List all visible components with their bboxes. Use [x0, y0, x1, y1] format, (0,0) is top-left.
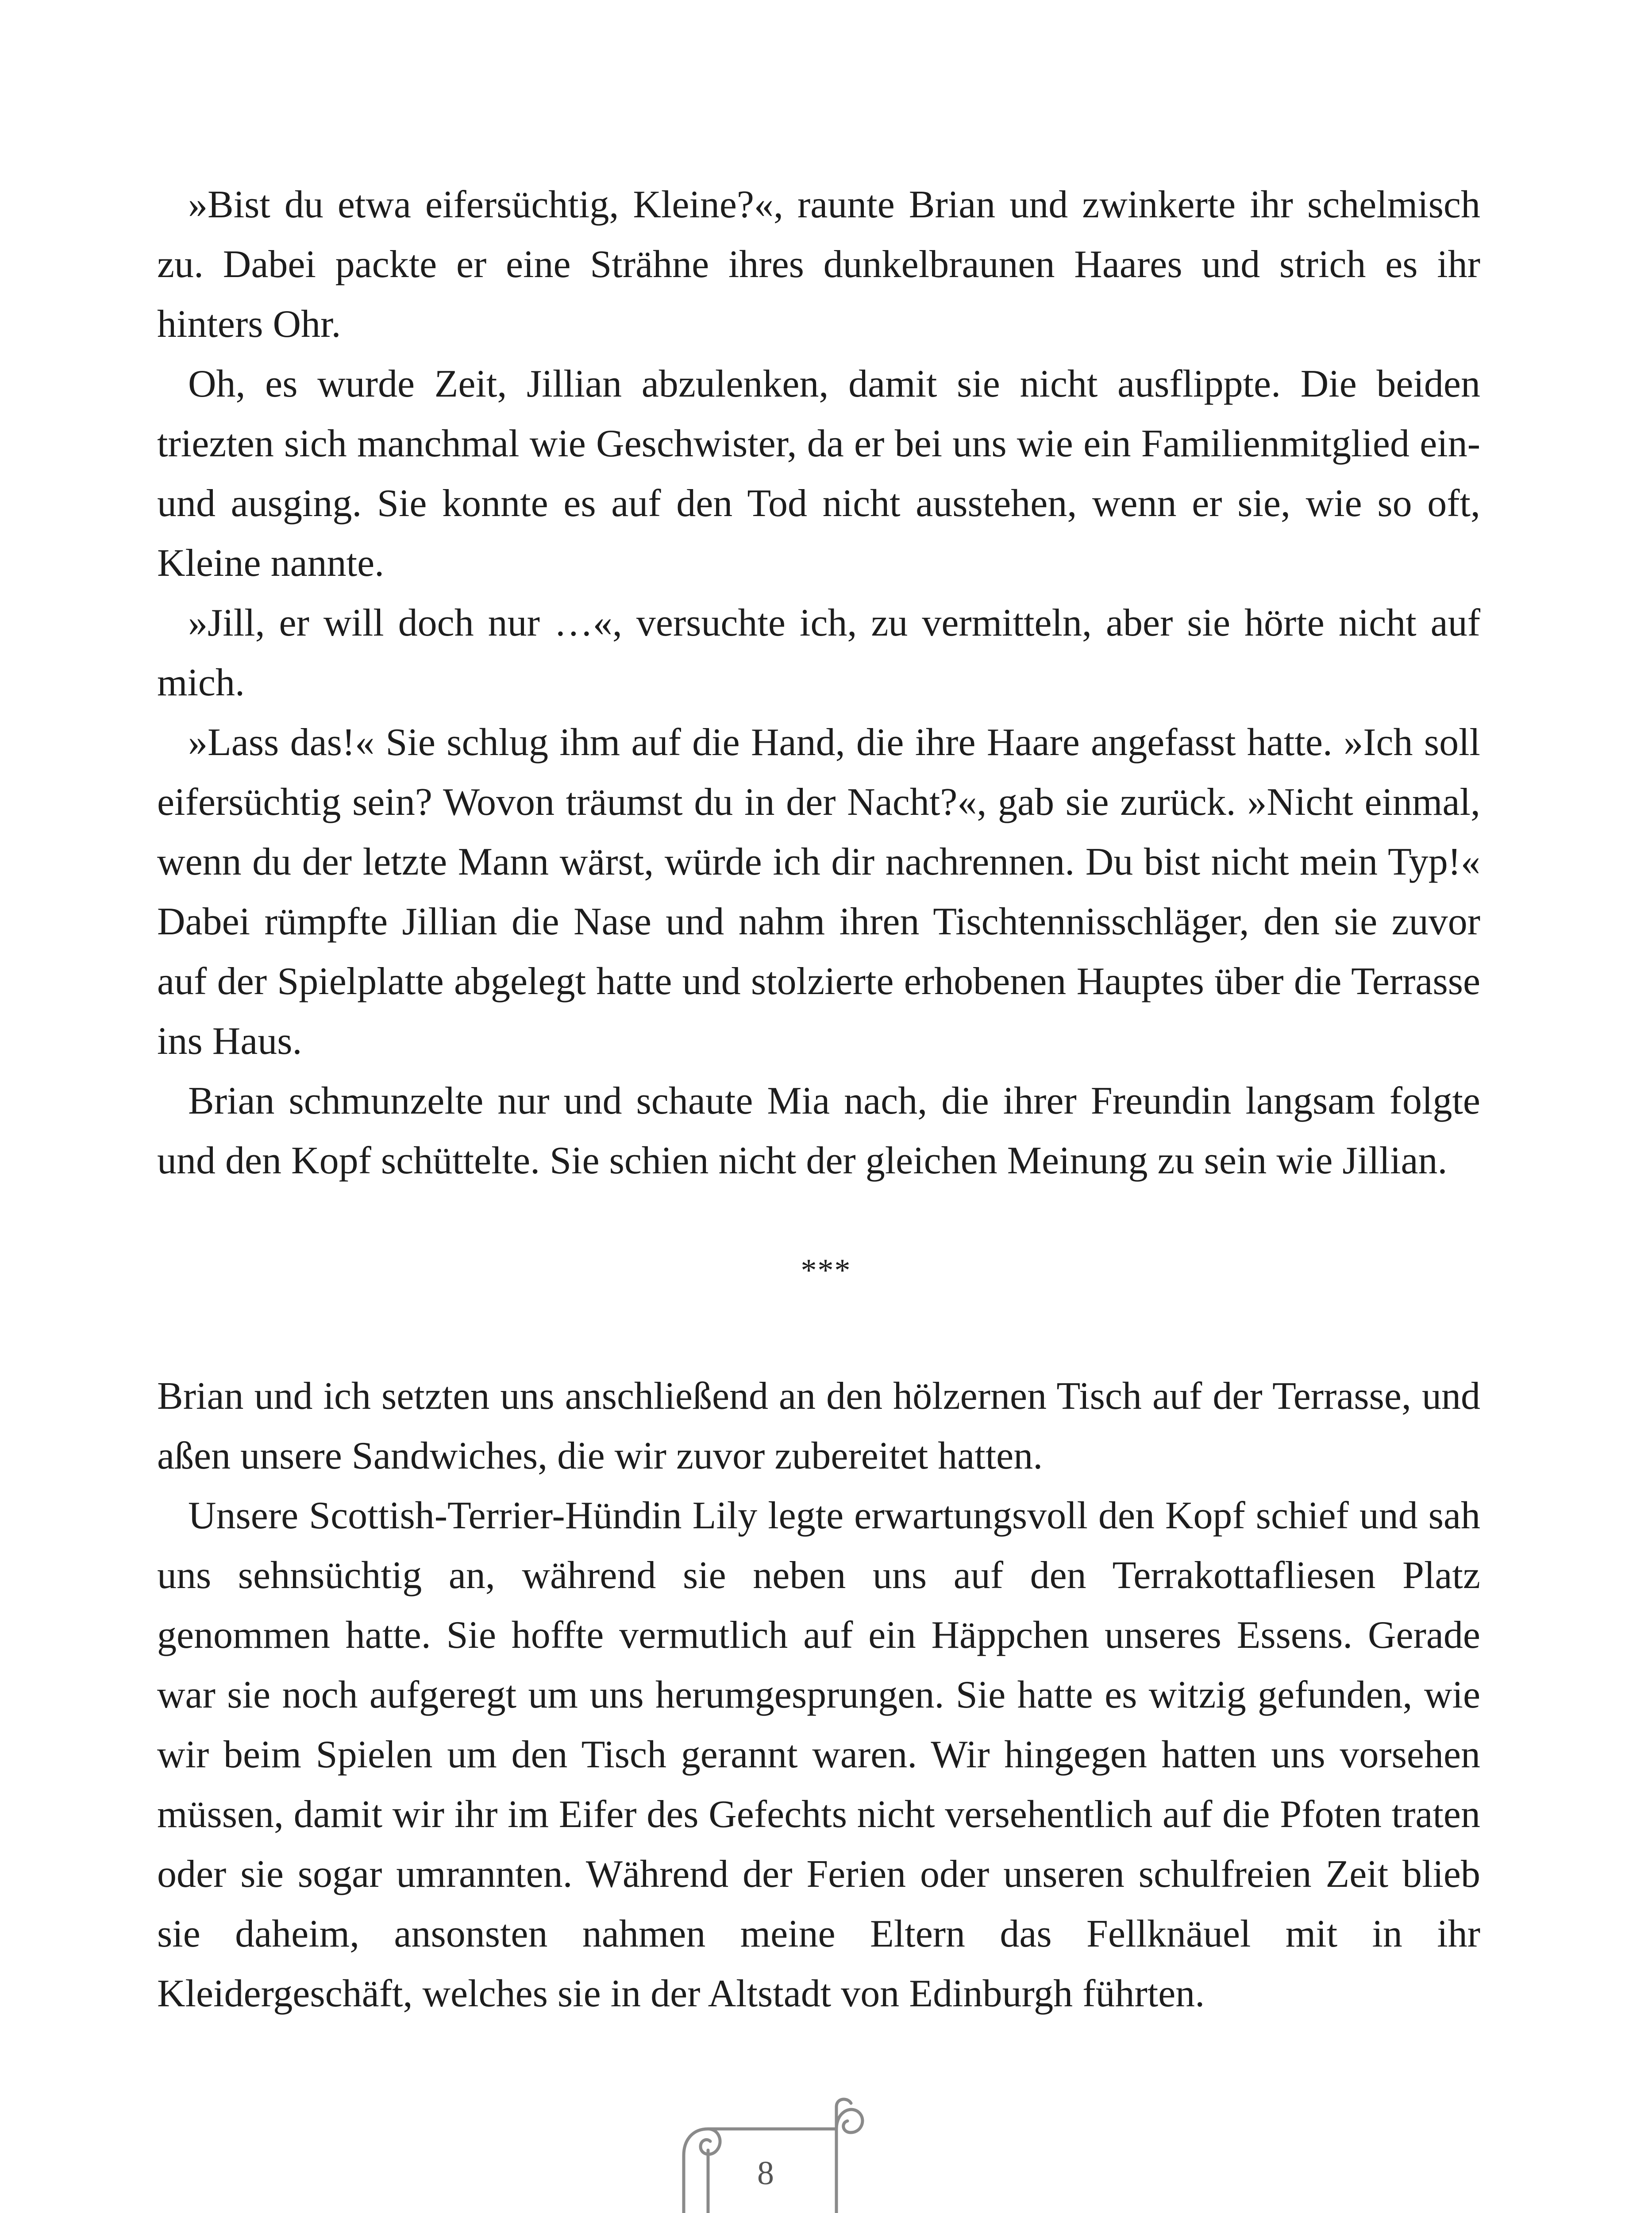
- paragraph: »Lass das!« Sie schlug ihm auf die Hand, die ihre Haare angefasst hatte. »Ich soll eifersüchtig sein? Wovon träumst du in der Nacht?«, gab sie zurück. »Nicht einmal, wenn du der letzte Mann wärst, würde ich dir nachrennen. Du bist nicht mein Typ!« Dabei rümpfte Jillian die Nase und nahm ihren Tischtennisschläger, den sie zuvor auf der Spielplatte abgelegt hatte und stolzierte erhobenen Hauptes über die Terrasse ins Haus.: [157, 721, 1480, 1063]
- page-number-ornament: [666, 2093, 865, 2213]
- paragraph: Brian und ich setzten uns anschließend an den hölzernen Tisch auf der Terrasse, und aßen unsere Sandwiches, die wir zuvor zubereitet hatten.: [157, 1375, 1480, 1477]
- text-block-top: [157, 175, 1480, 1191]
- text-block-bottom: [157, 1366, 1480, 2024]
- paragraph: Unsere Scottish-Terrier-Hündin Lily legte erwartungsvoll den Kopf schief und sah uns sehnsüchtig an, während sie neben uns auf den Terrakottafliesen Platz genommen hatte. Sie hoffte vermutlich auf ein Häppchen unseres Essens. Gerade war sie noch aufgeregt um uns herumgesprungen. Sie hatte es witzig gefunden, wie wir beim Spielen um den Tisch gerannt waren. Wir hingegen hatten uns vorsehen müssen, damit wir ihr im Eifer des Gefechts nicht versehentlich auf die Pfoten traten oder sie sogar umrannten. Während der Ferien oder unseren schulfreien Zeit blieb sie daheim, ansonsten nahmen meine Eltern das Fellknäuel mit in ihr Kleidergeschäft, welches sie in der Altstadt von Edinburgh führten.: [157, 1494, 1480, 2015]
- paragraph: »Jill, er will doch nur …«, versuchte ich, zu vermitteln, aber sie hörte nicht auf mich.: [157, 601, 1480, 704]
- paragraph: »Bist du etwa eifersüchtig, Kleine?«, raunte Brian und zwinkerte ihr schelmisch zu. Dabei packte er eine Strähne ihres dunkelbraunen Haares und strich es ihr hinters Ohr.: [157, 183, 1480, 346]
- scene-break: ***: [801, 1253, 851, 1288]
- paragraph: Brian schmunzelte nur und schaute Mia nach, die ihrer Freundin langsam folgte und den Kopf schüttelte. Sie schien nicht der gleichen Meinung zu sein wie Jillian.: [157, 1080, 1480, 1182]
- page-number: 8: [757, 2155, 774, 2192]
- paragraph: Oh, es wurde Zeit, Jillian abzulenken, damit sie nicht ausflippte. Die beiden triezten sich manchmal wie Geschwister, da er bei uns wie ein Familienmitglied ein- und ausging. Sie konnte es auf den Tod nicht ausstehen, wenn er sie, wie so oft, Kleine nannte.: [157, 362, 1480, 585]
